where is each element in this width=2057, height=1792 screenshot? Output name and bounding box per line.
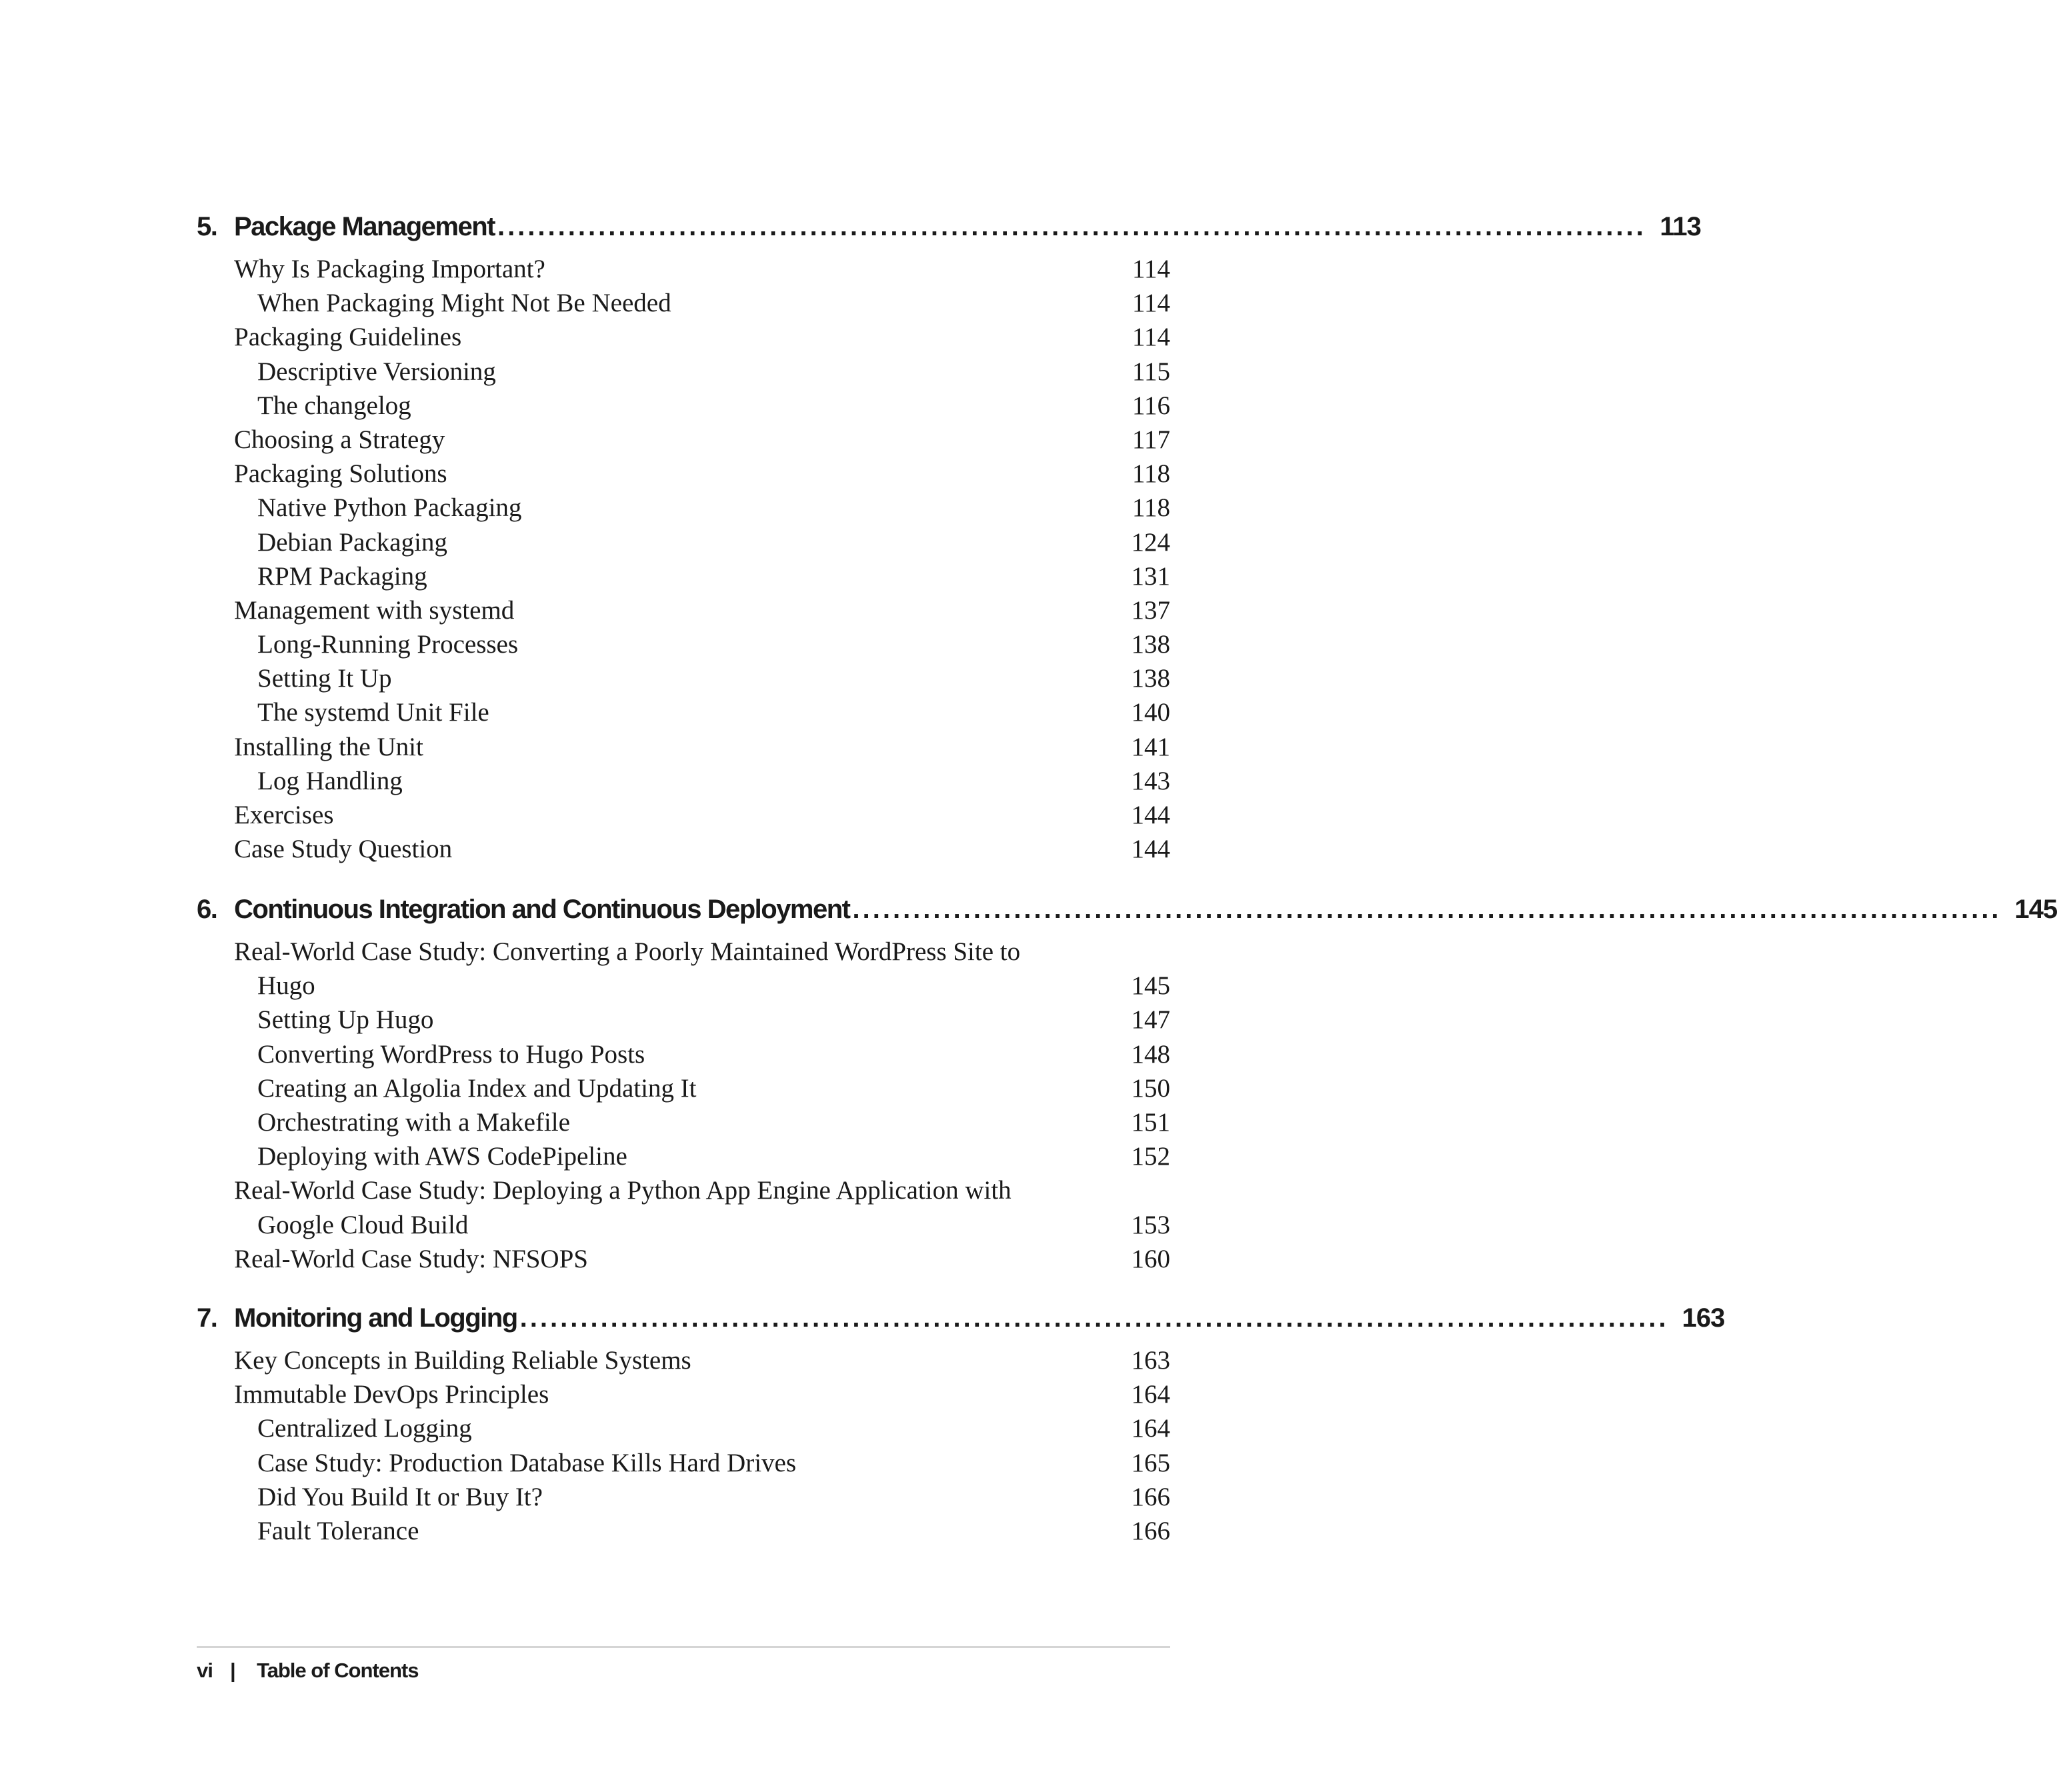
toc-entry[interactable] bbox=[197, 286, 1170, 320]
toc-entry[interactable] bbox=[197, 1173, 1170, 1207]
toc-entry[interactable] bbox=[197, 969, 1170, 1003]
toc-entry-title: Log Handling bbox=[257, 766, 403, 795]
toc-entry-title: Real-World Case Study: NFSOPS bbox=[234, 1244, 588, 1273]
toc-entry-page: 138 bbox=[1131, 664, 1170, 693]
toc-entry[interactable] bbox=[197, 423, 1170, 457]
chapter-number: 5. bbox=[197, 212, 217, 241]
toc-entry-title: RPM Packaging bbox=[257, 561, 427, 591]
chapter-title: Monitoring and Logging bbox=[234, 1303, 517, 1333]
toc-entry[interactable] bbox=[197, 935, 1170, 969]
chapter-heading[interactable] bbox=[197, 212, 1701, 252]
dot-leader: .................................................................................................................. bbox=[852, 895, 2002, 924]
toc-entry-title: Setting Up Hugo bbox=[257, 1005, 434, 1035]
toc-entry-title: Debian Packaging bbox=[257, 527, 447, 557]
chapter-entries bbox=[197, 935, 1170, 1276]
toc-entry-page: 151 bbox=[1131, 1107, 1170, 1137]
toc-entry[interactable] bbox=[197, 764, 1170, 798]
toc-entry-page: 141 bbox=[1131, 732, 1170, 761]
toc-entry[interactable] bbox=[197, 798, 1170, 832]
chapter-page: 145 bbox=[2014, 895, 2057, 924]
toc-entry-page: 143 bbox=[1131, 766, 1170, 795]
chapter-number: 6. bbox=[197, 895, 217, 924]
toc-entry-title: Fault Tolerance bbox=[257, 1516, 419, 1545]
toc-entry[interactable] bbox=[197, 1480, 1170, 1514]
toc-entry-page: 131 bbox=[1131, 561, 1170, 591]
toc-entry-title: Deploying with AWS CodePipeline bbox=[257, 1142, 627, 1171]
chapter-heading[interactable] bbox=[197, 1303, 1725, 1343]
toc-entry[interactable] bbox=[197, 1446, 1170, 1480]
chapter-entries bbox=[197, 1343, 1170, 1548]
toc-entry-title: The systemd Unit File bbox=[257, 698, 489, 727]
toc-entry[interactable] bbox=[197, 320, 1170, 354]
dot-leader: .................................................................................................................. bbox=[519, 1303, 1669, 1333]
toc-entry-page: 145 bbox=[1131, 971, 1170, 1001]
chapter-number: 7. bbox=[197, 1303, 217, 1333]
toc-entry-page: 150 bbox=[1131, 1073, 1170, 1103]
toc-entry-title: Long-Running Processes bbox=[257, 630, 519, 659]
toc-entry[interactable] bbox=[197, 832, 1170, 866]
toc-entry[interactable] bbox=[197, 389, 1170, 423]
toc-entry-page: 138 bbox=[1131, 630, 1170, 659]
toc-entry-page: 164 bbox=[1131, 1414, 1170, 1443]
toc-entry-page: 114 bbox=[1132, 289, 1170, 318]
toc-entry[interactable] bbox=[197, 1003, 1170, 1037]
toc-entry-title: Google Cloud Build bbox=[257, 1210, 469, 1239]
chapter-6 bbox=[197, 895, 2057, 1276]
toc-entry-title: Real-World Case Study: Converting a Poorly Maintained WordPress Site to bbox=[234, 937, 1021, 966]
toc-entry-page: 114 bbox=[1132, 255, 1170, 283]
toc-entry-title: Immutable DevOps Principles bbox=[234, 1380, 549, 1409]
chapter-7 bbox=[197, 1303, 1725, 1548]
toc-entry[interactable] bbox=[197, 1343, 1170, 1377]
toc-entry-title: Hugo bbox=[257, 971, 315, 1001]
chapter-page: 163 bbox=[1682, 1303, 1725, 1333]
page-footer bbox=[197, 1652, 418, 1689]
toc-entry-title: Descriptive Versioning bbox=[257, 357, 496, 386]
toc-entry-page: 166 bbox=[1131, 1516, 1170, 1545]
toc-entry-title: Centralized Logging bbox=[257, 1414, 472, 1443]
toc-entry-page: 140 bbox=[1131, 698, 1170, 727]
toc-entry-page: 164 bbox=[1131, 1380, 1170, 1409]
toc-entry[interactable] bbox=[197, 1071, 1170, 1105]
toc-entry-title: Packaging Solutions bbox=[234, 459, 447, 489]
toc-entry[interactable] bbox=[197, 252, 1170, 286]
toc-entry-page: 152 bbox=[1131, 1142, 1170, 1171]
toc-entry-title: Exercises bbox=[234, 801, 334, 829]
toc-entry-page: 115 bbox=[1132, 357, 1170, 386]
toc-entry-title: The changelog bbox=[257, 391, 411, 420]
toc-entry[interactable] bbox=[197, 1037, 1170, 1071]
toc-entry[interactable] bbox=[197, 695, 1170, 729]
footer-page-number: vi bbox=[197, 1659, 213, 1682]
toc-entry-title: Did You Build It or Buy It? bbox=[257, 1482, 543, 1511]
toc-entry[interactable] bbox=[197, 1139, 1170, 1173]
toc-entry[interactable] bbox=[197, 661, 1170, 695]
toc-entry-page: 124 bbox=[1131, 527, 1170, 557]
toc-entry-page: 118 bbox=[1132, 493, 1170, 523]
chapter-heading[interactable] bbox=[197, 895, 2057, 935]
chapter-title: Continuous Integration and Continuous Deployment bbox=[234, 895, 850, 924]
toc-entry-page: 144 bbox=[1131, 801, 1170, 829]
toc-entry-title: When Packaging Might Not Be Needed bbox=[257, 289, 671, 318]
toc-entry-page: 148 bbox=[1131, 1039, 1170, 1069]
toc-entry-page: 163 bbox=[1131, 1346, 1170, 1375]
toc-entry-page: 147 bbox=[1131, 1005, 1170, 1035]
dot-leader: .................................................................................................................. bbox=[497, 212, 1646, 241]
toc-entry-page: 118 bbox=[1132, 459, 1170, 489]
chapter-title: Package Management bbox=[234, 212, 495, 241]
toc-entry[interactable] bbox=[197, 730, 1170, 764]
toc-entry-title: Choosing a Strategy bbox=[234, 425, 445, 454]
chapter-entries bbox=[197, 252, 1170, 866]
toc-entry-page: 117 bbox=[1132, 425, 1170, 454]
chapter-5 bbox=[197, 212, 1701, 866]
toc-entry-title: Installing the Unit bbox=[234, 732, 423, 761]
toc-entry[interactable] bbox=[197, 1105, 1170, 1139]
toc-entry-page: 153 bbox=[1131, 1210, 1170, 1239]
toc-entry[interactable] bbox=[197, 457, 1170, 491]
toc-entry-title: Case Study Question bbox=[234, 835, 453, 864]
toc-entry-title: Setting It Up bbox=[257, 664, 392, 693]
toc-entry-title: Why Is Packaging Important? bbox=[234, 255, 545, 283]
toc-entry[interactable] bbox=[197, 491, 1170, 525]
toc-entry-title: Case Study: Production Database Kills Hard Drives bbox=[257, 1448, 797, 1477]
toc-entry[interactable] bbox=[197, 627, 1170, 661]
chapter-page: 113 bbox=[1660, 212, 1701, 241]
toc-entry[interactable] bbox=[197, 593, 1170, 627]
toc-entry-page: 160 bbox=[1131, 1244, 1170, 1273]
toc-entry-title: Packaging Guidelines bbox=[234, 323, 462, 352]
toc-entry-title: Orchestrating with a Makefile bbox=[257, 1107, 570, 1137]
toc-entry-title: Converting WordPress to Hugo Posts bbox=[257, 1039, 645, 1069]
toc-entry-title: Real-World Case Study: Deploying a Python App Engine Application with bbox=[234, 1176, 1011, 1205]
toc-entry-page: 114 bbox=[1132, 323, 1170, 352]
footer-separator: | bbox=[230, 1659, 235, 1682]
toc-entry-page: 137 bbox=[1131, 595, 1170, 625]
toc-entry-page: 144 bbox=[1131, 835, 1170, 864]
toc-entry-title: Creating an Algolia Index and Updating It bbox=[257, 1073, 697, 1103]
toc-entry-title: Management with systemd bbox=[234, 595, 515, 625]
toc-entry[interactable] bbox=[197, 559, 1170, 593]
toc-entry-page: 166 bbox=[1131, 1482, 1170, 1511]
toc-entry[interactable] bbox=[197, 1514, 1170, 1548]
toc-entry-title: Native Python Packaging bbox=[257, 493, 522, 523]
toc-entry[interactable] bbox=[197, 1242, 1170, 1276]
footer-section-title: Table of Contents bbox=[257, 1659, 419, 1682]
toc-entry[interactable] bbox=[197, 1208, 1170, 1242]
toc-entry-page: 116 bbox=[1132, 391, 1170, 420]
toc-entry-title: Key Concepts in Building Reliable Systems bbox=[234, 1346, 691, 1375]
toc-entry[interactable] bbox=[197, 525, 1170, 559]
toc-entry[interactable] bbox=[197, 1411, 1170, 1445]
toc-entry-page: 165 bbox=[1131, 1448, 1170, 1477]
toc-entry[interactable] bbox=[197, 1377, 1170, 1411]
toc-entry[interactable] bbox=[197, 355, 1170, 389]
